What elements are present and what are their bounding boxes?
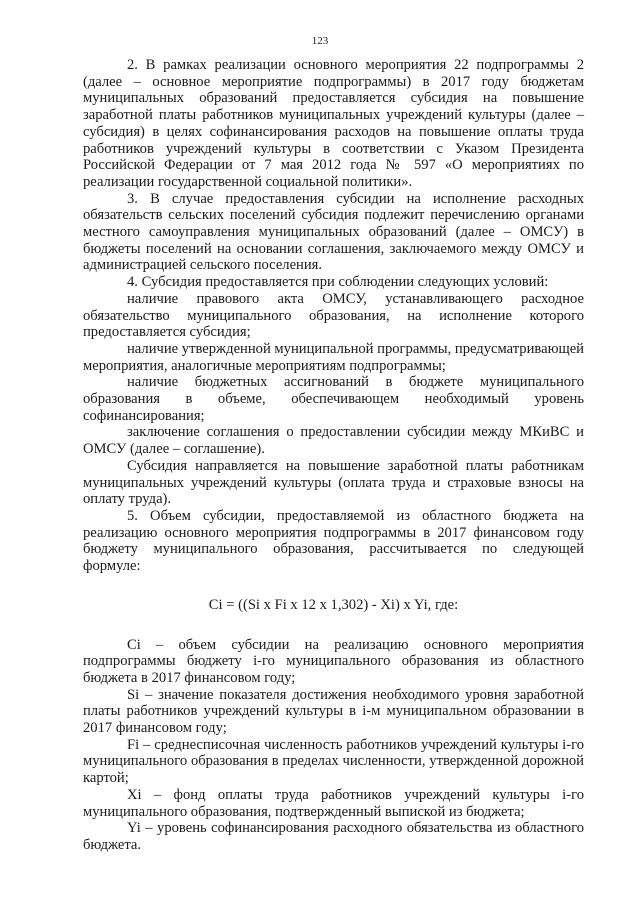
condition-item: наличие правового акта ОМСУ, устанавливающего расходное обязательство муниципального образования, на исполнение которого предоставляется субсидия; [83,290,584,341]
paragraph-5: 5. Объем субсидии, предоставляемой из областного бюджета на реализацию основного мероприятия подпрограммы в 2017 финансовом году бюджету муниципального образования, рассчитывается по следующей формуле: [83,507,584,575]
definition-xi: Xi – фонд оплаты труда работников учреждений культуры i-го муниципального образования, подтвержденный выпиской из бюджета; [83,786,584,820]
condition-item: наличие бюджетных ассигнований в бюджете муниципального образования в объеме, обеспечивающем необходимый уровень софинансирования; [83,374,584,424]
page-number: 123 [311,35,329,47]
paragraph-2: 2. В рамках реализации основного мероприятия 22 подпрограммы 2 (далее – основное мероприятие подпрограммы) в 2017 году бюджетам муниципальных образований предоставляется субсидия на повышение заработной платы работников муниципальных учреждений культуры (далее – субсидия) в целях софинансирования расходов на повышение оплаты труда работников учреждений культуры в соответствии с Указом Президента Российской Федерации от 7 мая 2012 года № 597 «О мероприятиях по реализации государственной социальной политики». [83,57,584,190]
document-body [83,57,584,854]
definition-ci: Ci – объем субсидии на реализацию основного мероприятия подпрограммы бюджету i-го муниципального образования из областного бюджета в 2017 финансовом году; [83,636,584,686]
paragraph-3: 3. В случае предоставления субсидии на исполнение расходных обязательств сельских поселений субсидия подлежит перечислению органами местного самоуправления муниципальных образований (далее – ОМСУ) в бюджеты поселений на основании соглашения, заключаемого между ОМСУ и администрацией сельского поселения. [83,190,584,274]
condition-item: заключение соглашения о предоставлении субсидии между МКиВС и ОМСУ (далее – соглашение). [83,424,584,458]
paragraph-4: 4. Субсидия предоставляется при соблюдении следующих условий: [127,274,549,291]
definition-yi: Yi – уровень софинансирования расходного обязательства из областного бюджета. [83,820,584,853]
definition-si: Si – значение показателя достижения необходимого уровня заработной платы работников учреждений культуры в i-м муниципальном образовании в 2017 финансовом году; [83,686,584,737]
condition-item: наличие утвержденной муниципальной программы, предусматривающей мероприятия, аналогичные мероприятиям подпрограммы; [83,340,584,374]
subsidy-purpose: Субсидия направляется на повышение заработной платы работникам муниципальных учреждений культуры (оплата труда и страховые взносы на оплату труда). [83,457,584,508]
definition-fi: Fi – среднесписочная численность работников учреждений культуры i-го муниципального образования в пределах численности, утвержденной дорожной картой; [83,736,584,787]
formula: Ci = ((Si x Fi x 12 x 1,302) - Xi) x Yi, где: [208,596,459,613]
